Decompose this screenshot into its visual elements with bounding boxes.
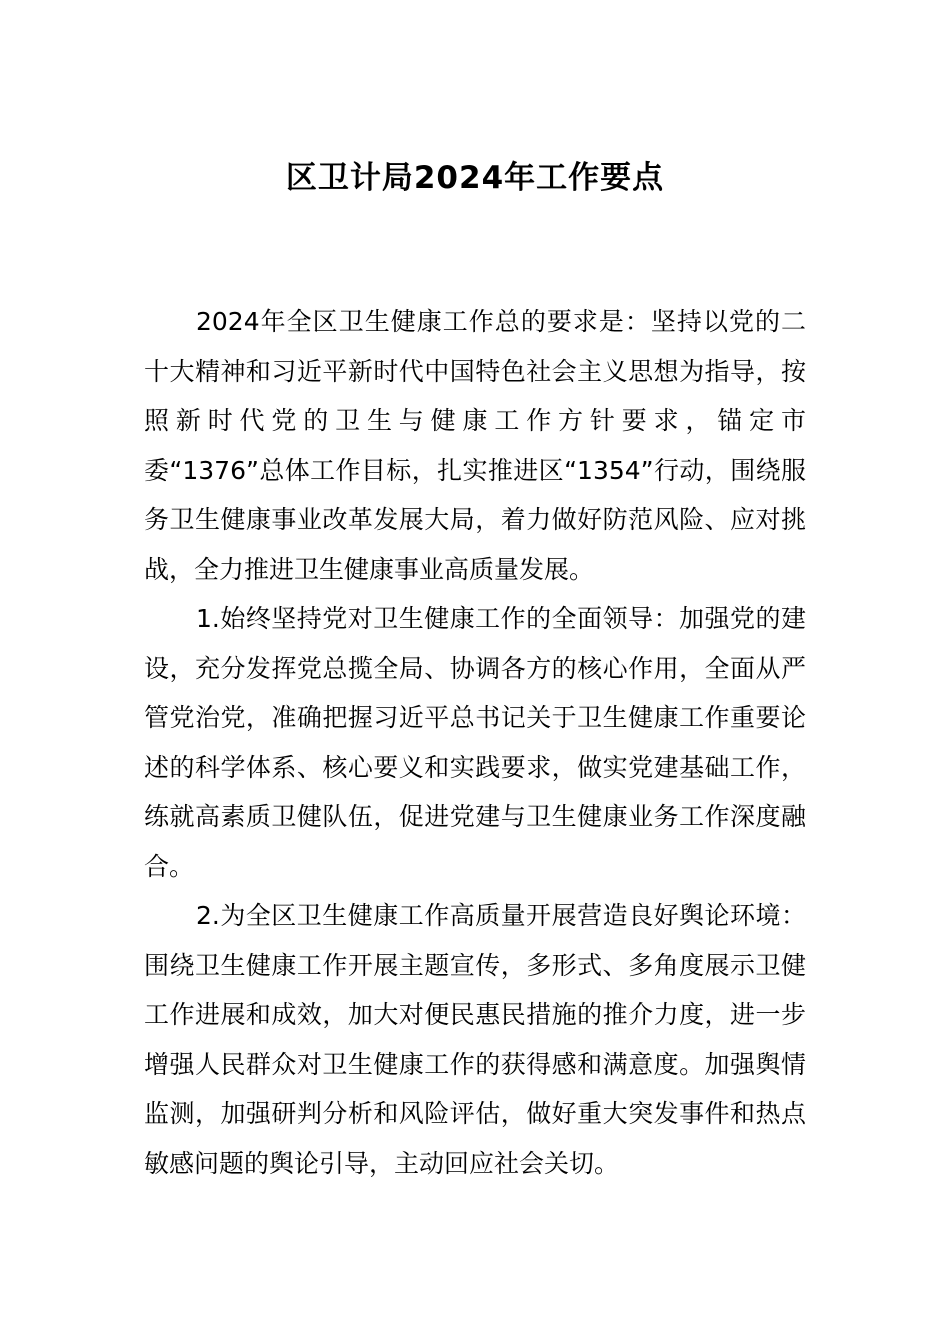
paragraph-item-1: 1.始终坚持党对卫生健康工作的全面领导：加强党的建设，充分发挥党总揽全局、协调各方的核心作用，全面从严管党治党，准确把握习近平总书记关于卫生健康工作重要论述的科学体系、核心要义和实践要求，做实党建基础工作，练就高素质卫健队伍，促进党建与卫生健康业务工作深度融合。 <box>144 604 806 881</box>
paragraph-intro: 2024年全区卫生健康工作总的要求是：坚持以党的二十大精神和习近平新时代中国特色社会主义思想为指导，按照新时代党的卫生与健康工作方针要求，锚定市委“1376”总体工作目标，扎实推进区“1354”行动，围绕服务卫生健康事业改革发展大局，着力做好防范风险、应对挑战，全力推进卫生健康事业高质量发展。 <box>144 307 806 584</box>
document-body <box>144 297 806 1188</box>
document-title: 区卫计局2024年工作要点 <box>285 160 665 196</box>
paragraph-item-2: 2.为全区卫生健康工作高质量开展营造良好舆论环境：围绕卫生健康工作开展主题宣传，多形式、多角度展示卫健工作进展和成效，加大对便民惠民措施的推介力度，进一步增强人民群众对卫生健康工作的获得感和满意度。加强舆情监测，加强研判分析和风险评估，做好重大突发事件和热点敏感问题的舆论引导，主动回应社会关切。 <box>144 901 806 1178</box>
